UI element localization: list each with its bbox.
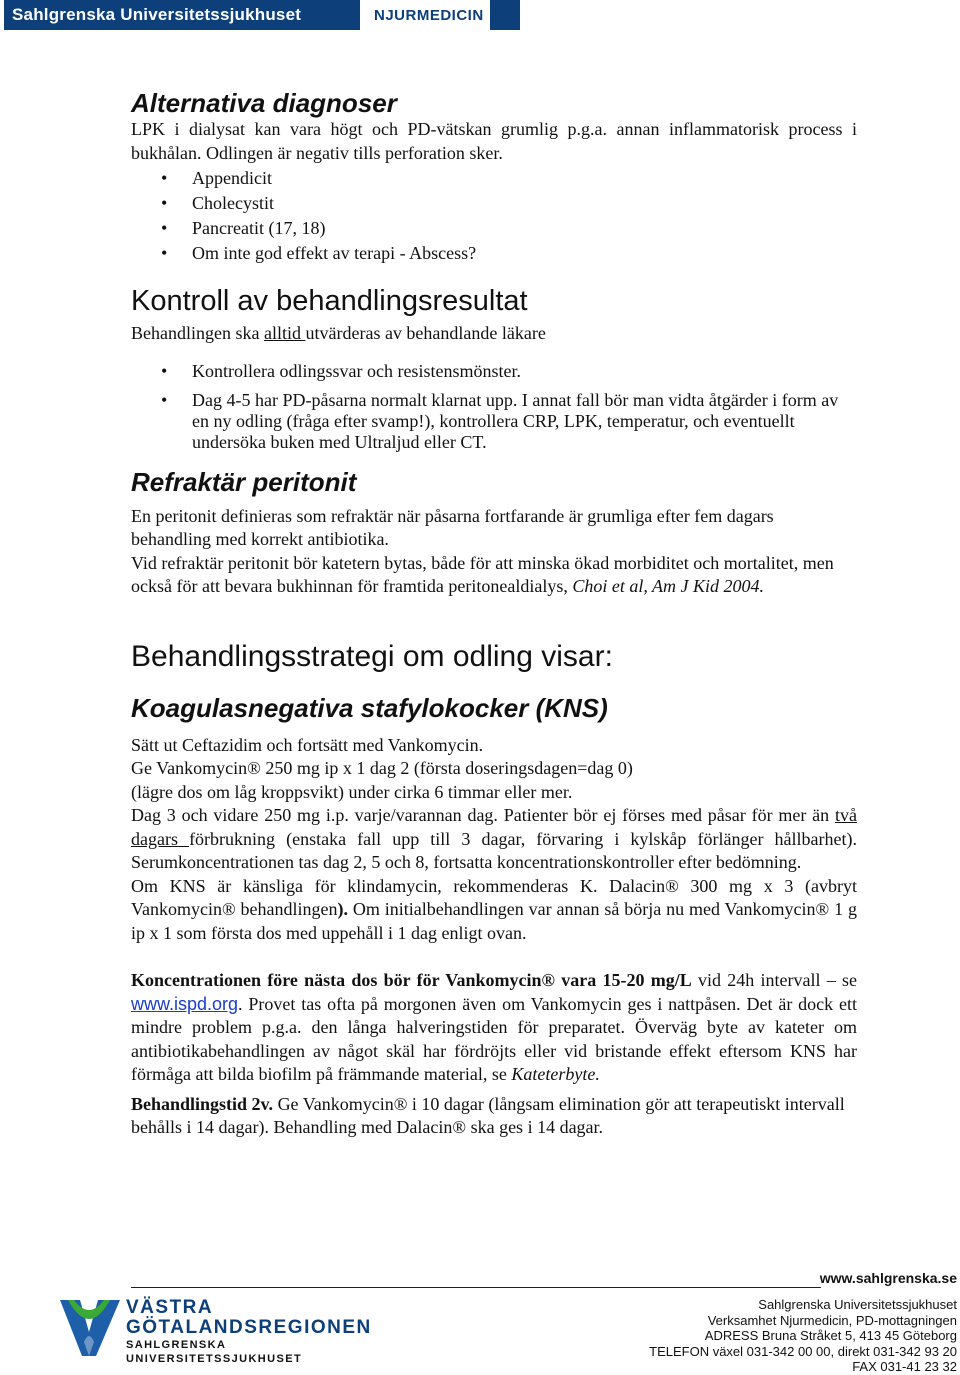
hospital-name: Sahlgrenska Universitetssjukhuset	[4, 0, 360, 30]
section-title-refraktar: Refraktär peritonit	[131, 466, 357, 497]
footer-divider	[131, 1287, 821, 1288]
kns-line-2: Ge Vankomycin® 250 mg ip x 1 dag 2 (första doseringsdagen=dag 0)	[131, 758, 633, 778]
logo-text-sahlgrenska: SAHLGRENSKA UNIVERSITETSSJUKHUSET	[126, 1339, 303, 1365]
document-body	[131, 86, 857, 1140]
banner-accent	[490, 0, 520, 30]
list-item: • Pancreatit (17, 18)	[131, 216, 857, 241]
bullet-icon: •	[161, 389, 168, 410]
kns-dosing-paragraph: Dag 3 och vidare 250 mg i.p. varje/varannan dag. Patienter bör ej förses med påsar för mer än två dagars förbrukning (enstaka fall upp till 3 dagar, förvaring i kylskåp förlänger hållbarhet). Serumkoncentrationen tas dag 2, 5 och 8, fortsatta koncentrationskontroller efter bedömning.	[131, 805, 857, 872]
list-item: • Dag 4-5 har PD-påsarna normalt klarnat upp. I annat fall bör man vidta åtgärder i form av en ny odling (fråga efter svamp!), kontrollera CRP, LPK, temperatur, och eventuellt undersöka buken med Ultraljud eller CT.	[161, 389, 839, 452]
kns-line-3: (lägre dos om låg kroppsvikt) under cirka 6 timmar eller mer.	[131, 781, 573, 802]
list-item: • Kontrollera odlingssvar och resistensmönster.	[161, 360, 521, 381]
footer-line: Sahlgrenska Universitetssjukhuset	[758, 1297, 957, 1312]
section-title-alternativa: Alternativa diagnoser	[131, 88, 397, 118]
footer-line: FAX 031-41 23 32	[852, 1359, 957, 1374]
logo-text-gotalandsregionen: GÖTALANDSREGIONEN	[126, 1317, 372, 1338]
treatment-duration-paragraph: Behandlingstid 2v. Ge Vankomycin® i 10 dagar (långsam elimination gör att terapeutiskt intervall behålls i 14 dagar). Behandling med Dalacin® ska ges i 14 dagar.	[131, 1093, 845, 1137]
list-item: • Om inte god effekt av terapi - Abscess?	[131, 241, 857, 266]
alt-diag-intro: LPK i dialysat kan vara högt och PD-vätskan grumlig p.g.a. annan inflammatorisk process i bukhålan. Odlingen är negativ tills perforation sker.	[131, 119, 857, 163]
kns-clindamycin-paragraph: Om KNS är känsliga för klindamycin, rekommenderas K. Dalacin® 300 mg x 3 (avbryt Vankomycin® behandlingen). Om initialbehandlingen var annan så börja nu med Vankomycin® 1 g ip x 1 som första dos med uppehåll i 1 dag enligt ovan.	[131, 875, 857, 943]
concentration-paragraph: Koncentrationen före nästa dos bör för Vankomycin® vara 15-20 mg/L vid 24h intervall – se www.ispd.org. Provet tas ofta på morgonen även om Vankomycin ges i nattpåsen. Det är dock ett mindre problem p.g.a. den långa halveringstiden för preparatet. Överväg byte av kateter om antibiotikabehandlingen av något skäl har fördröjts eller vid bristande effekt eftersom KNS har förmåga att bilda biofilm på främmande material, se Kateterbyte.	[131, 970, 857, 1084]
refraktar-definition: En peritonit definieras som refraktär när påsarna fortfarande är grumliga efter fem dagars behandling med korrekt antibiotika.	[131, 505, 774, 549]
bullet-icon: •	[161, 168, 168, 188]
kateterbyte-reference: Kateterbyte.	[511, 1064, 600, 1084]
refraktar-recommendation: Vid refraktär peritonit bör katetern bytas, både för att minska ökad morbiditet och mortalitet, men också för att bevara bukhinnan för framtida peritonealdialys, Choi et al, Am J Kid 2004.	[131, 552, 834, 596]
list-item: • Appendicit	[131, 166, 857, 191]
subsection-title-kns: Koagulasnegativa stafylokocker (KNS)	[131, 692, 608, 723]
reference-citation: Choi et al, Am J Kid 2004.	[572, 576, 765, 596]
footer-website[interactable]: www.sahlgrenska.se	[819, 1270, 957, 1286]
bullet-icon: •	[161, 360, 168, 381]
vgr-logo	[58, 1297, 388, 1365]
bullet-icon: •	[161, 243, 168, 263]
header-banner	[4, 0, 520, 30]
ispd-link[interactable]: www.ispd.org	[131, 993, 239, 1014]
alt-diag-list	[131, 166, 857, 266]
vgr-emblem-icon	[58, 1298, 122, 1358]
section-title-kontroll: Kontroll av behandlingsresultat	[131, 285, 528, 317]
footer-line: ADRESS Bruna Stråket 5, 413 45 Göteborg	[704, 1328, 957, 1343]
section-title-strategi: Behandlingsstrategi om odling visar:	[131, 639, 613, 673]
kontroll-list	[131, 361, 857, 453]
kontroll-lead: Behandlingen ska alltid utvärderas av behandlande läkare	[131, 323, 546, 343]
bullet-icon: •	[161, 193, 168, 213]
list-item: • Cholecystit	[131, 191, 857, 216]
footer-address-block	[649, 1297, 957, 1375]
bullet-icon: •	[161, 218, 168, 238]
kns-line-1: Sätt ut Ceftazidim och fortsätt med Vankomycin.	[131, 734, 484, 755]
department-name: NJURMEDICIN	[360, 0, 490, 30]
footer-line: Verksamhet Njurmedicin, PD-mottagningen	[707, 1312, 957, 1328]
footer-line: TELEFON växel 031-342 00 00, direkt 031-342 93 20	[649, 1343, 957, 1359]
logo-text-vastra: VÄSTRA	[126, 1297, 214, 1318]
